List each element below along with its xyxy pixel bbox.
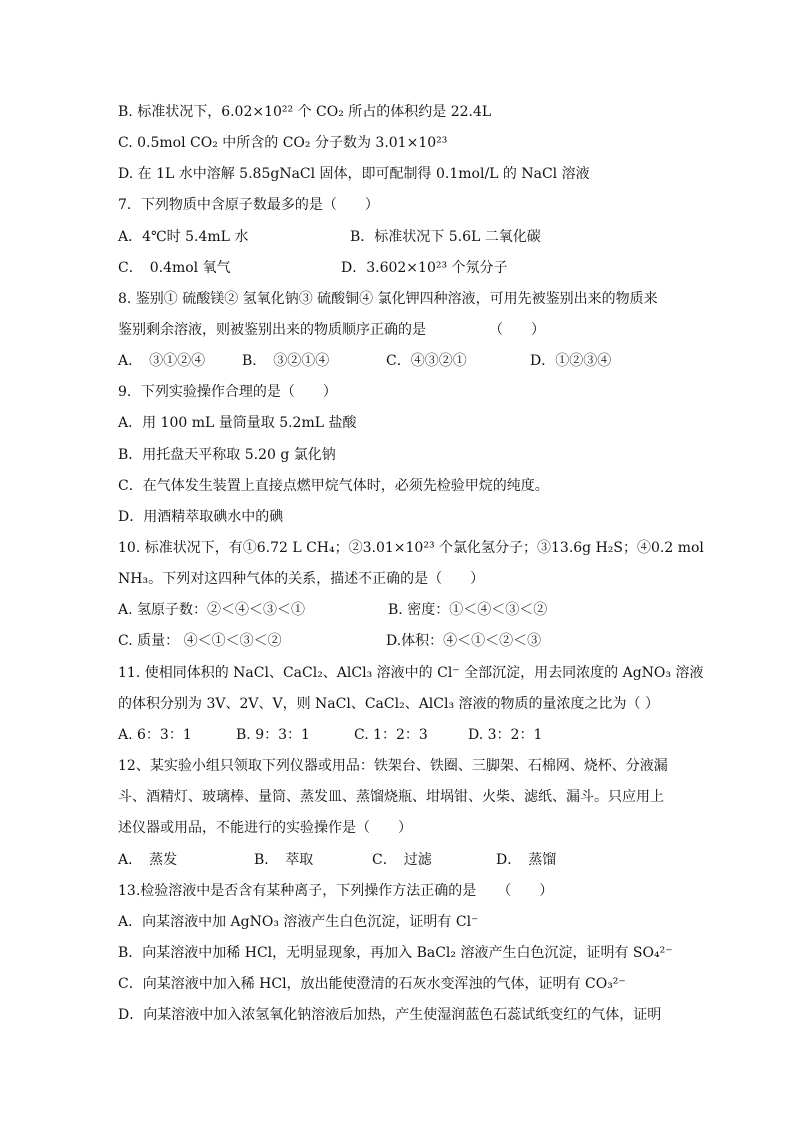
q9-option-c: C．在气体发生装置上直接点燃甲烷气体时，必须先检验甲烷的纯度。 bbox=[118, 478, 549, 494]
q12-options-row bbox=[118, 850, 678, 870]
q10-option-c: C. 质量： ④＜①＜③＜② bbox=[118, 633, 282, 649]
q12-option-c: C． 过滤 bbox=[372, 852, 432, 868]
q10-option-b: B. 密度：①＜④＜③＜② bbox=[388, 602, 548, 618]
q7-options-row-1 bbox=[118, 227, 678, 247]
q12-stem-line-2: 斗、酒精灯、玻璃棒、量筒、蒸发皿、蒸馏烧瓶、坩埚钳、火柴、滤纸、漏斗。只应用上 bbox=[118, 789, 664, 805]
q13-stem: 13.检验溶液中是否含有某种离子，下列操作方法正确的是 （ ） bbox=[118, 883, 554, 899]
q8-options-row bbox=[118, 351, 678, 371]
q10-options-row-2 bbox=[118, 631, 678, 651]
q11-options-row bbox=[118, 725, 678, 745]
q7-option-c: C． 0.4mol 氧气 bbox=[118, 260, 231, 276]
q8-option-c: C．④③②① bbox=[386, 353, 467, 369]
q11-stem-line-2: 的体积分别为 3V、2V、V，则 NaCl、CaCl₂、AlCl₃ 溶液的物质的量浓度之比为（ ） bbox=[118, 696, 659, 712]
q9-option-a: A．用 100 mL 量筒量取 5.2mL 盐酸 bbox=[118, 415, 357, 431]
q12-option-d: D． 蒸馏 bbox=[496, 852, 557, 868]
q12-option-a: A． 蒸发 bbox=[118, 852, 178, 868]
q10-option-d: D.体积：④＜①＜②＜③ bbox=[386, 633, 542, 649]
q6-option-c: C. 0.5mol CO₂ 中所含的 CO₂ 分子数为 3.01×10²³ bbox=[118, 135, 448, 151]
q7-stem: 7．下列物质中含原子数最多的是（ ） bbox=[118, 197, 379, 213]
q13-option-a: A．向某溶液中加 AgNO₃ 溶液产生白色沉淀，证明有 Cl⁻ bbox=[118, 914, 479, 930]
q10-stem-line-1: 10. 标准状况下，有①6.72 L CH₄；②3.01×10²³ 个氯化氢分子；③13.6g H₂S；④0.2 mol bbox=[118, 540, 704, 556]
q9-option-b: B．用托盘天平称取 5.20 g 氯化钠 bbox=[118, 447, 336, 463]
q10-stem-line-2: NH₃。下列对这四种气体的关系，描述不正确的是（ ） bbox=[118, 571, 485, 587]
q13-option-d: D．向某溶液中加入浓氢氧化钠溶液后加热，产生使湿润蓝色石蕊试纸变红的气体，证明 bbox=[118, 1007, 662, 1023]
q12-stem-line-1: 12、某实验小组只领取下列仪器或用品：铁架台、铁圈、三脚架、石棉网、烧杯、分液漏 bbox=[118, 758, 668, 774]
q7-options-row-2 bbox=[118, 258, 678, 278]
q8-stem-line-2: 鉴别剩余溶液，则被鉴别出来的物质顺序正确的是 （ ） bbox=[118, 322, 545, 338]
q7-option-a: A．4℃时 5.4mL 水 bbox=[118, 229, 249, 245]
q7-option-b: B．标准状况下 5.6L 二氧化碳 bbox=[350, 229, 541, 245]
q11-option-b: B. 9：3：1 bbox=[236, 727, 310, 743]
q10-option-a: A. 氢原子数：②＜④＜③＜① bbox=[118, 602, 306, 618]
q9-stem: 9．下列实验操作合理的是（ ） bbox=[118, 384, 337, 400]
q8-stem-line-1: 8. 鉴别① 硫酸镁② 氢氧化钠③ 硫酸铜④ 氯化钾四种溶液，可用先被鉴别出来的物质来 bbox=[118, 291, 658, 307]
q12-stem-line-3: 述仪器或用品，不能进行的实验操作是（ ） bbox=[118, 820, 412, 836]
q8-option-a: A． ③①②④ bbox=[118, 353, 206, 369]
q8-option-b: B． ③②①④ bbox=[242, 353, 330, 369]
q11-option-c: C. 1：2：3 bbox=[354, 727, 428, 743]
q9-option-d: D．用酒精萃取碘水中的碘 bbox=[118, 509, 284, 525]
q6-option-d: D. 在 1L 水中溶解 5.85gNaCl 固体，即可配制得 0.1mol/L 的 NaCl 溶液 bbox=[118, 166, 590, 182]
q8-option-d: D．①②③④ bbox=[530, 353, 612, 369]
q11-stem-line-1: 11. 使相同体积的 NaCl、CaCl₂、AlCl₃ 溶液中的 Cl⁻ 全部沉淀，用去同浓度的 AgNO₃ 溶液 bbox=[118, 665, 704, 681]
q6-option-b: B. 标准状况下，6.02×10²² 个 CO₂ 所占的体积约是 22.4L bbox=[118, 104, 492, 120]
q10-options-row-1 bbox=[118, 600, 678, 620]
q11-option-a: A. 6：3：1 bbox=[118, 727, 192, 743]
q12-option-b: B． 萃取 bbox=[254, 852, 314, 868]
q13-option-c: C．向某溶液中加入稀 HCl，放出能使澄清的石灰水变浑浊的气体，证明有 CO₃²⁻ bbox=[118, 976, 626, 992]
q13-option-b: B．向某溶液中加稀 HCl，无明显现象，再加入 BaCl₂ 溶液产生白色沉淀，证明有 SO₄²⁻ bbox=[118, 945, 673, 961]
q11-option-d: D. 3：2：1 bbox=[468, 727, 543, 743]
q7-option-d: D．3.602×10²³ 个氖分子 bbox=[341, 260, 508, 276]
